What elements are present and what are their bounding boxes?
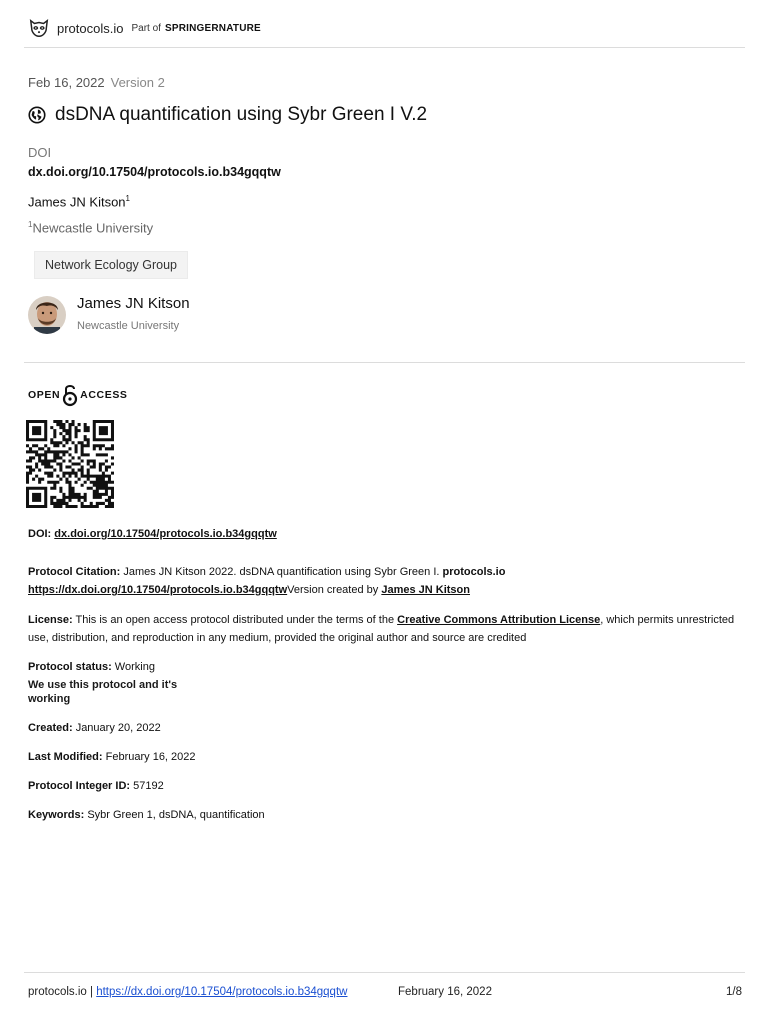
created-row <box>28 719 743 737</box>
publisher-logo <box>165 23 261 34</box>
footer-date: February 16, 2022 <box>398 986 492 998</box>
author-name[interactable]: James JN Kitson <box>28 194 126 210</box>
qr-code-icon[interactable] <box>26 420 114 508</box>
footer-link[interactable]: https://dx.doi.org/10.17504/protocols.io.b34gqqtw <box>96 986 348 998</box>
integer-id-value: 57192 <box>133 780 164 792</box>
footer-site: protocols.io | <box>28 986 93 998</box>
doi-row-label: DOI: <box>28 528 52 540</box>
affiliation-superscript: 1 <box>28 220 33 229</box>
citation-block <box>28 563 743 599</box>
citation-text: James JN Kitson 2022. dsDNA quantification using Sybr Green I. <box>123 566 440 578</box>
footer-divider <box>24 972 745 973</box>
author-line <box>28 194 130 209</box>
brand-name[interactable]: protocols.io <box>57 20 124 36</box>
open-lock-icon <box>62 383 78 407</box>
affiliation-name: Newcastle University <box>32 220 154 236</box>
citation-source: protocols.io <box>442 566 506 578</box>
publisher-name-a: SPRINGER <box>164 22 219 34</box>
publisher-name-b: NATURE <box>218 22 261 34</box>
citation-link[interactable]: https://dx.doi.org/10.17504/protocols.io.b34gqqtw <box>28 584 288 596</box>
license-text-b: , which permits unrestricted use, distribution, and reproduction in any medium, provided the original author and source are credited <box>28 614 735 644</box>
modified-value: February 16, 2022 <box>105 751 196 763</box>
citation-label: Protocol Citation: <box>28 566 121 578</box>
header-divider <box>24 47 745 48</box>
keywords-value: Sybr Green 1, dsDNA, quantification <box>87 809 265 821</box>
status-row <box>28 658 743 676</box>
protocol-version: Version 2 <box>110 75 165 90</box>
group-badge[interactable]: Network Ecology Group <box>34 251 188 279</box>
creator-name[interactable]: James JN Kitson <box>77 295 190 312</box>
protocol-date-line <box>28 75 165 90</box>
protocol-date: Feb 16, 2022 <box>28 75 105 90</box>
modified-label: Last Modified: <box>28 751 103 763</box>
keywords-row <box>28 806 743 824</box>
doi-row <box>28 525 743 543</box>
citation-version: Version created by <box>287 584 379 596</box>
status-label: Protocol status: <box>28 661 112 673</box>
doi-value[interactable]: dx.doi.org/10.17504/protocols.io.b34gqqtw <box>28 165 281 179</box>
open-access-left: OPEN <box>28 389 61 401</box>
open-access-badge <box>28 383 128 407</box>
section-divider <box>24 362 745 363</box>
integer-id-label: Protocol Integer ID: <box>28 780 131 792</box>
license-block <box>28 611 743 647</box>
modified-row <box>28 748 743 766</box>
raccoon-logo-icon[interactable] <box>28 17 50 39</box>
license-label: License: <box>28 614 73 626</box>
avatar-photo-icon <box>28 296 66 334</box>
creator-affiliation: Newcastle University <box>77 320 180 332</box>
title-row <box>28 104 427 126</box>
license-text-a: This is an open access protocol distributed under the terms of the <box>75 614 395 626</box>
license-link[interactable]: Creative Commons Attribution License <box>397 614 601 626</box>
part-of-label: Part of <box>131 22 161 34</box>
status-value: Working <box>114 661 155 673</box>
status-note: We use this protocol and it's working <box>28 679 178 705</box>
created-label: Created: <box>28 722 73 734</box>
doi-link[interactable]: dx.doi.org/10.17504/protocols.io.b34gqqtw <box>54 528 277 540</box>
page-number: 1/8 <box>726 986 742 998</box>
globe-icon <box>28 106 46 124</box>
author-superscript: 1 <box>125 194 130 203</box>
keywords-label: Keywords: <box>28 809 85 821</box>
doi-label: DOI <box>28 145 52 160</box>
footer-source <box>28 986 347 998</box>
page-title: dsDNA quantification using Sybr Green I V.2 <box>55 104 428 125</box>
citation-author-link[interactable]: James JN Kitson <box>381 584 470 596</box>
affiliation-line <box>28 220 153 235</box>
site-header <box>28 16 261 40</box>
integer-id-row <box>28 777 743 795</box>
open-access-right: ACCESS <box>80 389 128 401</box>
avatar[interactable] <box>28 296 66 334</box>
created-value: January 20, 2022 <box>75 722 161 734</box>
